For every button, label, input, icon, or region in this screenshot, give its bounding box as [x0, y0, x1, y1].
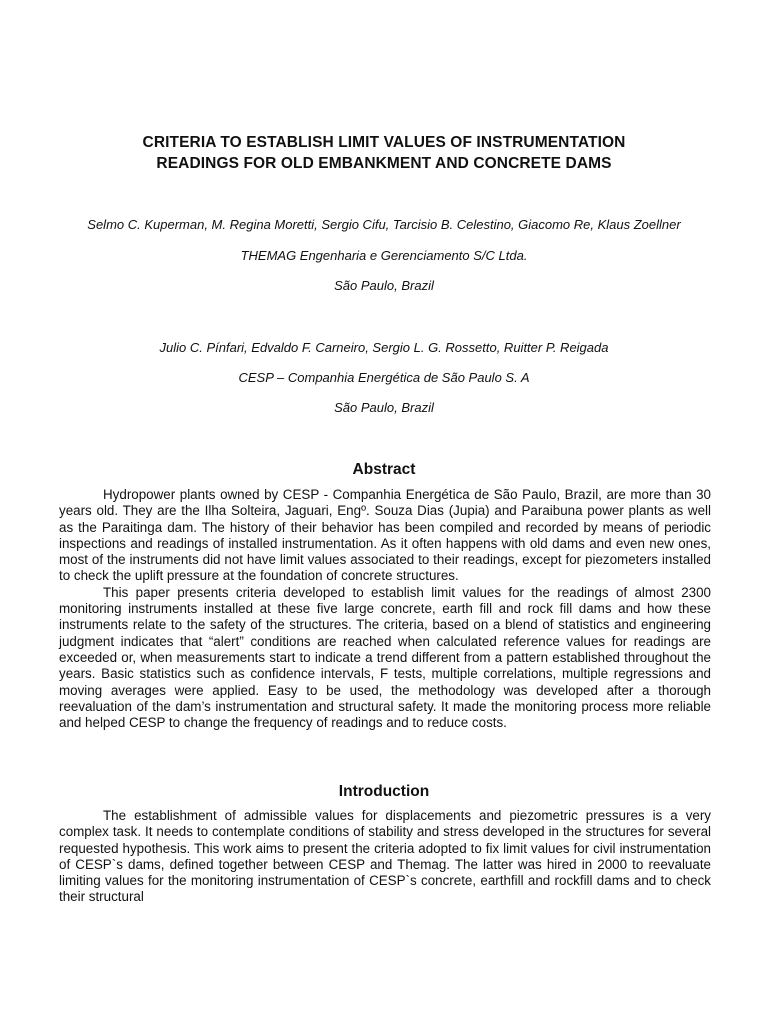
abstract-paragraph-1: Hydropower plants owned by CESP - Companhia Energética de São Paulo, Brazil, are more than 30 years old. They are the Ilha Solteira, Jaguari, Engº. Souza Dias (Jupia) and Paraibuna power plants as well as the Paraitinga dam. The history of their behavior has been compiled and recorded by means of periodic inspections and readings of installed instrumentation. As it often happens with old dams and even new ones, most of the instruments did not have limit values associated to their readings, except for piezometers installed to check the uplift pressure at the foundation of concrete structures.: [59, 487, 711, 584]
paper-title: [60, 132, 708, 174]
author-list-2: Julio C. Pínfari, Edvaldo F. Carneiro, Sergio L. G. Rossetto, Ruitter P. Reigada: [159, 340, 609, 355]
author-list-1: Selmo C. Kuperman, M. Regina Moretti, Sergio Cifu, Tarcisio B. Celestino, Giacomo Re, Klaus Zoellner: [87, 217, 681, 232]
introduction-heading: Introduction: [338, 783, 430, 800]
introduction-body: [59, 808, 711, 906]
location-2: São Paulo, Brazil: [334, 400, 434, 415]
location-1: São Paulo, Brazil: [334, 278, 434, 293]
paper-title-line-1: CRITERIA TO ESTABLISH LIMIT VALUES OF INSTRUMENTATION: [142, 134, 626, 151]
paper-title-line-2: READINGS FOR OLD EMBANKMENT AND CONCRETE DAMS: [156, 155, 612, 172]
abstract-heading: Abstract: [352, 461, 416, 478]
abstract-paragraph-2: This paper presents criteria developed to establish limit values for the readings of almost 2300 monitoring instruments installed at these five large concrete, earth fill and rock fill dams and how these instruments relate to the safety of the structures. The criteria, based on a blend of statistics and engineering judgment indicates that “alert” conditions are reached when calculated reference values for readings are exceeded or, when measurements start to indicate a trend different from a pattern established throughout the years. Basic statistics such as confidence intervals, F tests, multiple correlations, multiple regressions and moving averages were applied. Easy to be used, the methodology was developed after a thorough reevaluation of the dam’s instrumentation and structural safety. It made the monitoring process more reliable and helped CESP to change the frequency of readings and to reduce costs.: [59, 584, 711, 731]
introduction-paragraph-1: The establishment of admissible values for displacements and piezometric pressures is a very complex task. It needs to contemplate conditions of stability and stress developed in the structures for several requested hypothesis. This work aims to present the criteria adopted to fix limit values for civil instrumentation of CESP`s dams, defined together between CESP and Themag. The latter was hired in 2000 to reevaluate limiting values for the monitoring instrumentation of CESP`s concrete, earthfill and rockfill dams and to check their structural: [59, 808, 711, 905]
affiliation-2: CESP – Companhia Energética de São Paulo S. A: [238, 370, 530, 385]
affiliation-1: THEMAG Engenharia e Gerenciamento S/C Ltda.: [240, 248, 528, 263]
abstract-body: [59, 487, 711, 731]
